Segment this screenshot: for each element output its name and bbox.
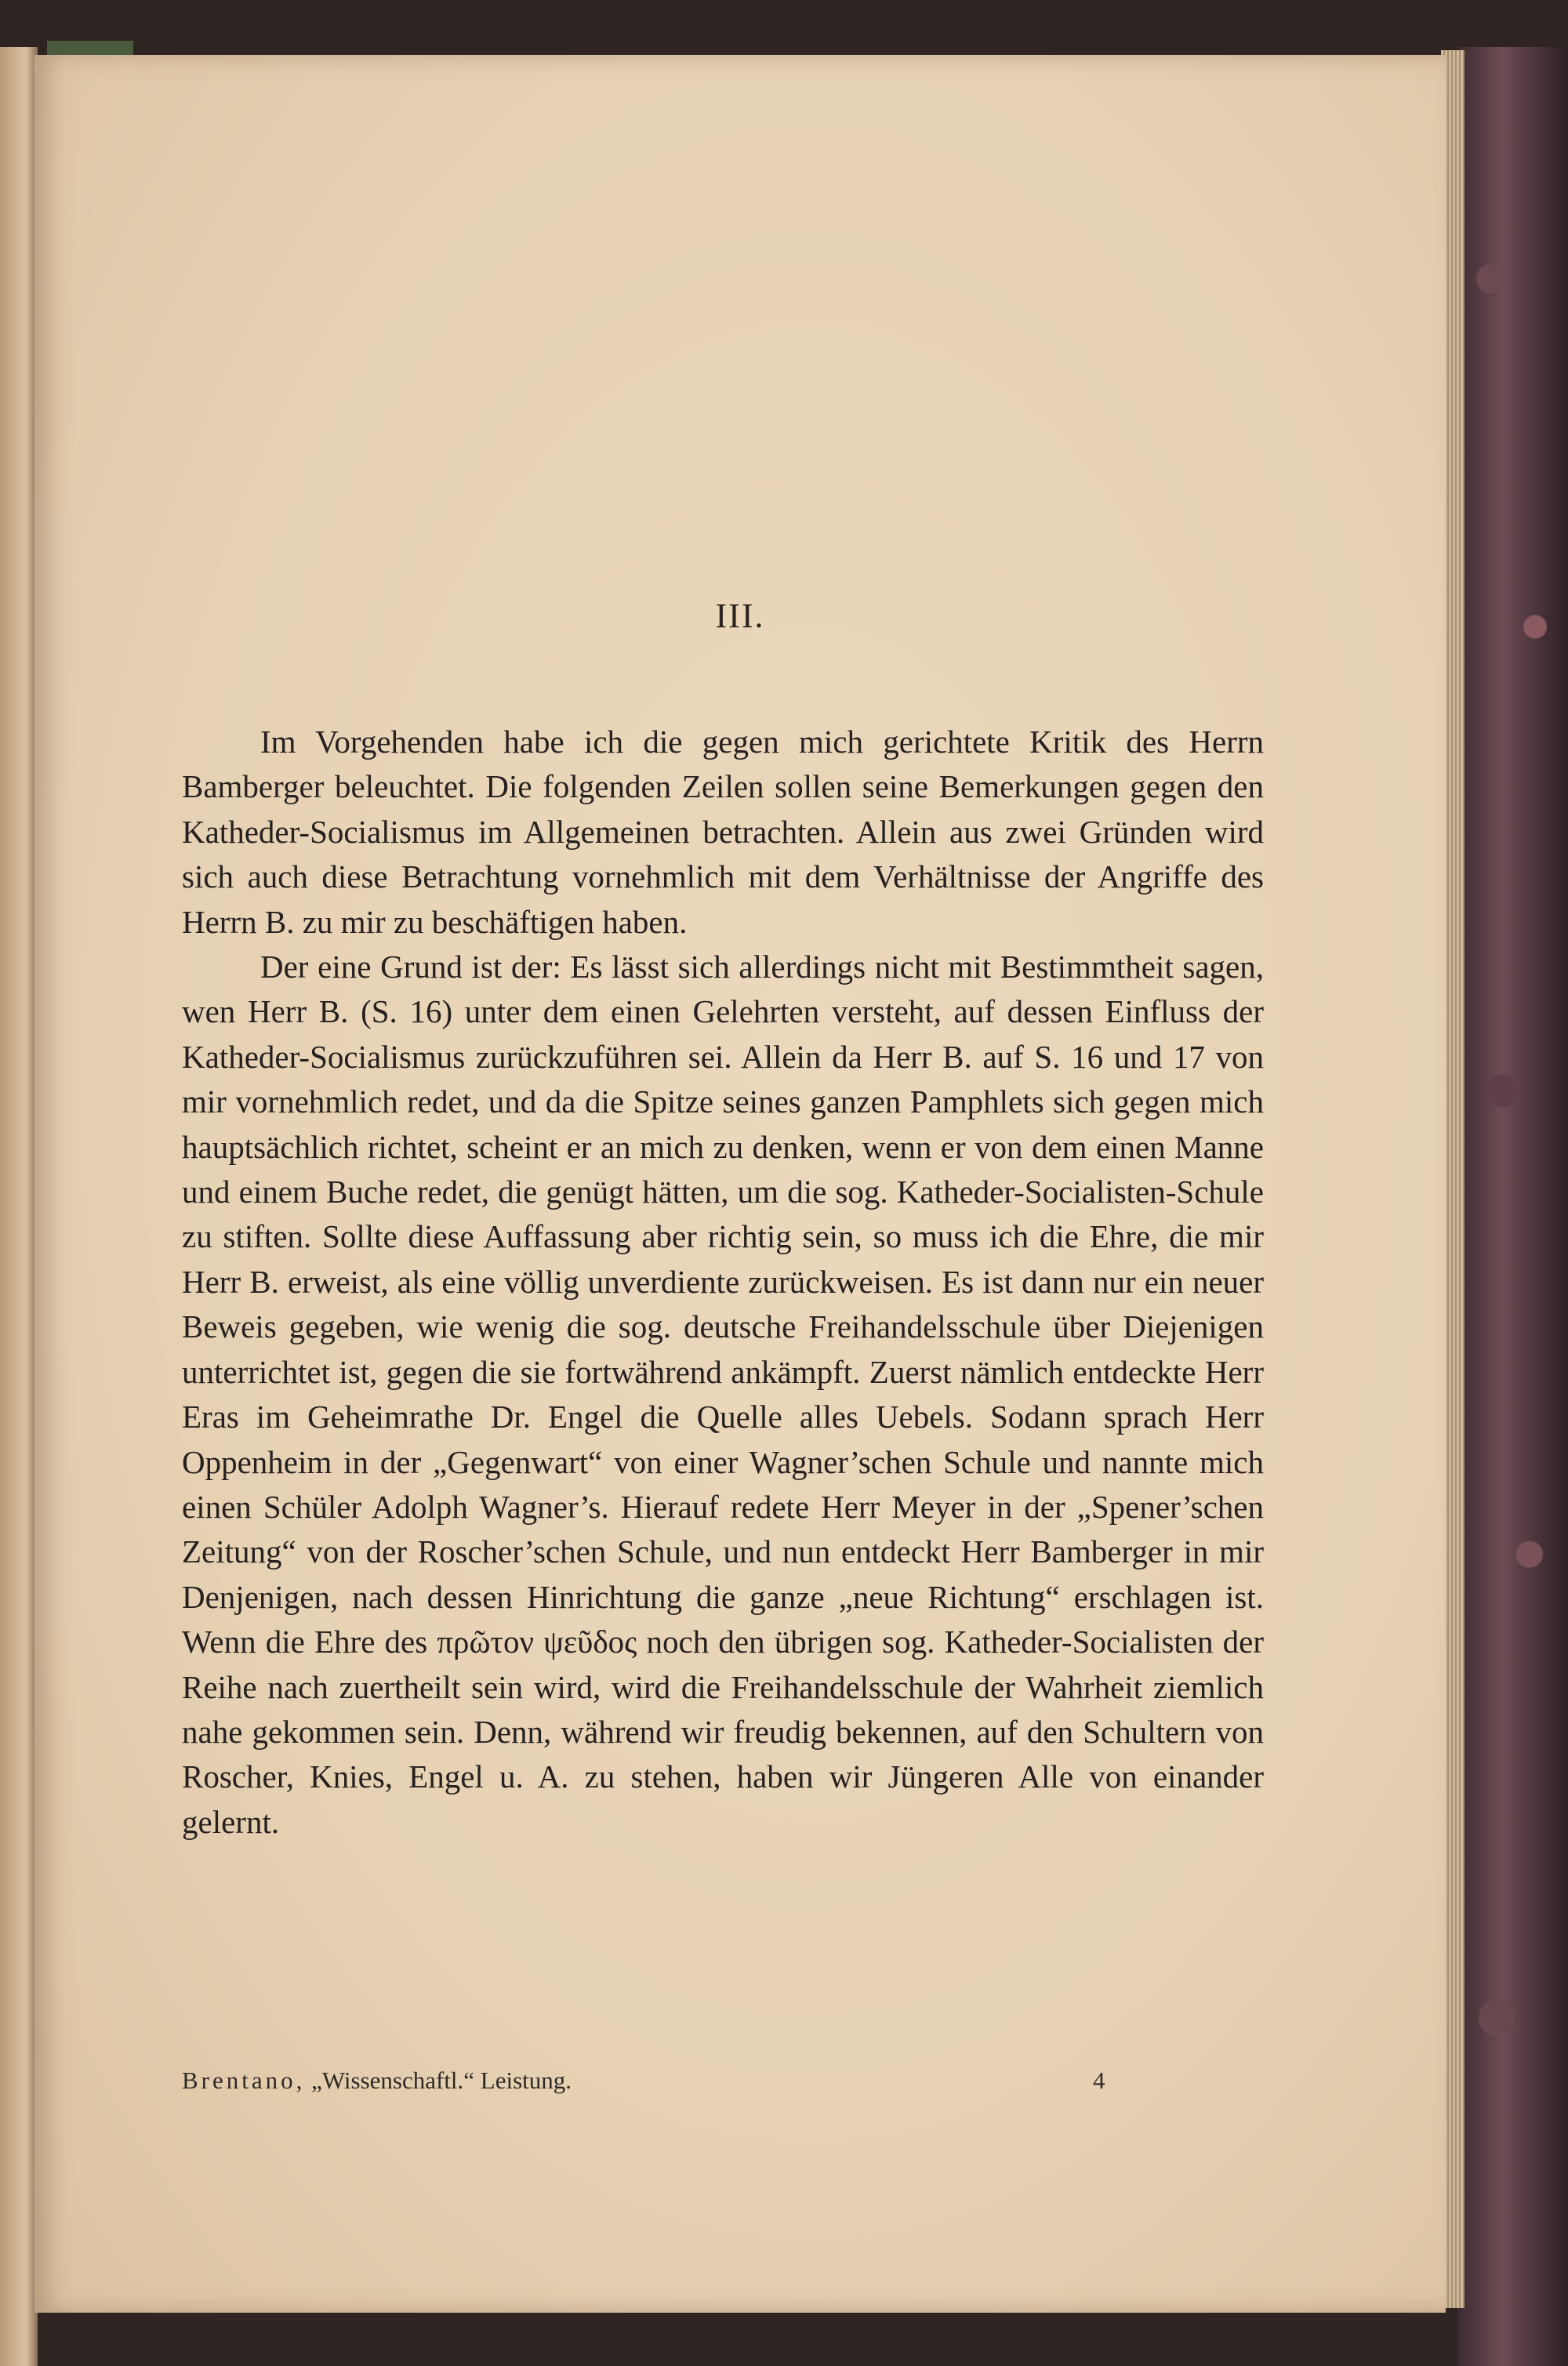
- footer-signature: [182, 2067, 572, 2095]
- paragraph-1: Im Vorgehenden habe ich die gegen mich gerichtete Kritik des Herrn Bamberger beleuchtet. Die folgenden Zeilen sollen seine Bemerkungen gegen den Katheder-Socialismus im Allgemeinen betrachten. Allein aus zwei Gründen wird sich auch diese Betrachtung vornehmlich mit dem Verhältnisse der Angriffe des Herrn B. zu mir zu beschäftigen haben.: [182, 724, 1264, 940]
- signature-mark: 4: [1093, 2067, 1105, 2094]
- footer-author: Brentano,: [182, 2067, 306, 2094]
- chapter-heading: III.: [715, 597, 765, 635]
- marbled-cover: [1458, 47, 1568, 2366]
- previous-page-edge: [0, 47, 38, 2366]
- body-text: [182, 720, 1264, 1845]
- paragraph-2: Der eine Grund ist der: Es lässt sich allerdings nicht mit Bestimmtheit sagen, wen Herr B. (S. 16) unter dem einen Gelehrten versteht, auf dessen Einfluss der Katheder-Socialismus zurückzuführen sei. Allein da Herr B. auf S. 16 und 17 von mir vornehmlich redet, und da die Spitze seines ganzen Pamphlets sich gegen mich hauptsächlich richtet, scheint er an mich zu denken, wenn er von dem einen Manne und einem Buche redet, die genügt hätten, um die sog. Katheder-Socialisten-Schule zu stiften. Sollte diese Auffassung aber richtig sein, so muss ich die Ehre, die mir Herr B. erweist, als eine völlig unverdiente zurückweisen. Es ist dann nur ein neuer Beweis gegeben, wie wenig die sog. deutsche Freihandelsschule über Diejenigen unterrichtet ist, gegen die sie fortwährend ankämpft. Zuerst nämlich entdeckte Herr Eras im Geheimrathe Dr. Engel die Quelle alles Uebels. Sodann sprach Herr Oppenheim in der „Gegenwart“ von einer Wagner’schen Schule und nannte mich einen Schüler Adolph Wagner’s. Hierauf redete Herr Meyer in der „Spener’schen Zeitung“ von der Roscher’schen Schule, und nun entdeckt Herr Bamberger in mir Denjenigen, nach dessen Hinrichtung die ganze „neue Richtung“ erschlagen ist. Wenn die Ehre des πρῶτον ψεῦδος noch den übrigen sog. Katheder-Socialisten der Reihe nach zuertheilt sein wird, wird die Freihandelsschule der Wahrheit ziemlich nahe gekommen sein. Denn, während wir freudig bekennen, auf den Schultern von Roscher, Knies, Engel u. A. zu stehen, haben wir Jüngeren Alle von einander gelernt.: [182, 949, 1264, 1840]
- footer-title: „Wissenschaftl.“ Leistung.: [311, 2067, 572, 2094]
- book-page: [34, 55, 1446, 2313]
